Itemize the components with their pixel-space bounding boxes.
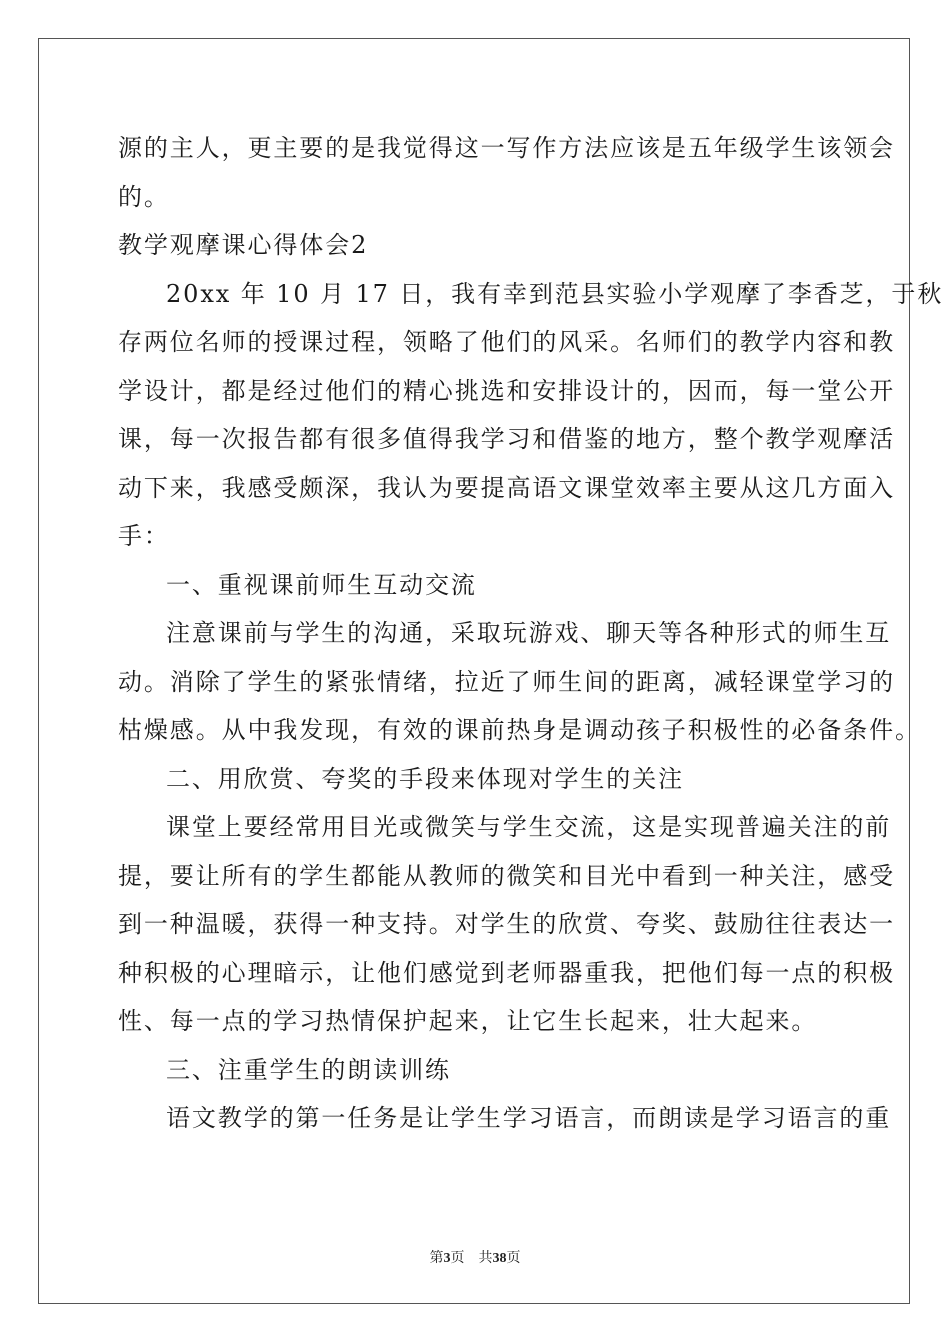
text-line: 到一种温暖，获得一种支持。对学生的欣赏、夸奖、鼓励往往表达一 [118,910,895,938]
paragraph-start: 注意课前与学生的沟通，采取玩游戏、聊天等各种形式的师生互 [166,619,892,647]
text-line: 存两位名师的授课过程，领略了他们的风采。名师们的教学内容和教 [118,328,895,356]
text-line: 动。消除了学生的紧张情绪，拉近了师生间的距离，减轻课堂学习的 [118,667,895,696]
page-prefix: 第 [429,1251,444,1266]
page-footer [0,1247,950,1267]
paragraph-start: 20xx 年 10 月 17 日，我有幸到范县实验小学观摩了李香芝，于秋 [166,279,944,308]
subheading-3: 三、注重学生的朗读训练 [166,1055,451,1084]
text-line: 课，每一次报告都有很多值得我学习和借鉴的地方，整个教学观摩活 [118,425,895,453]
text-line: 枯燥感。从中我发现，有效的课前热身是调动孩子积极性的必备条件。 [118,716,921,744]
text-line: 源的主人，更主要的是我觉得这一写作方法应该是五年级学生该领会 [118,134,895,162]
subheading-2: 二、用欣赏、夸奖的手段来体现对学生的关注 [166,764,684,793]
total-pages: 38 [492,1251,507,1266]
subheading-1: 一、重视课前师生互动交流 [166,570,477,599]
text-line: 动下来，我感受颇深，我认为要提高语文课堂效率主要从这几方面入 [118,473,895,502]
paragraph-start: 语文教学的第一任务是让学生学习语言，而朗读是学习语言的重 [166,1104,892,1132]
paragraph-start: 课堂上要经常用目光或微笑与学生交流，这是实现普遍关注的前 [166,813,892,841]
text-line: 提，要让所有的学生都能从教师的微笑和目光中看到一种关注，感受 [118,861,895,890]
text-line: 的。 [118,182,170,211]
document-body [118,124,944,1143]
text-line: 学设计，都是经过他们的精心挑选和安排设计的，因而，每一堂公开 [118,376,895,405]
section-heading: 教学观摩课心得体会2 [118,231,369,259]
text-line: 手： [118,522,170,550]
page-number: 3 [443,1251,451,1266]
total-prefix: 共 [478,1251,493,1266]
text-line: 种积极的心理暗示，让他们感觉到老师器重我，把他们每一点的积极 [118,958,895,987]
page-suffix: 页 [450,1251,465,1266]
total-suffix: 页 [506,1251,521,1266]
text-line: 性、每一点的学习热情保护起来，让它生长起来，壮大起来。 [118,1007,818,1035]
